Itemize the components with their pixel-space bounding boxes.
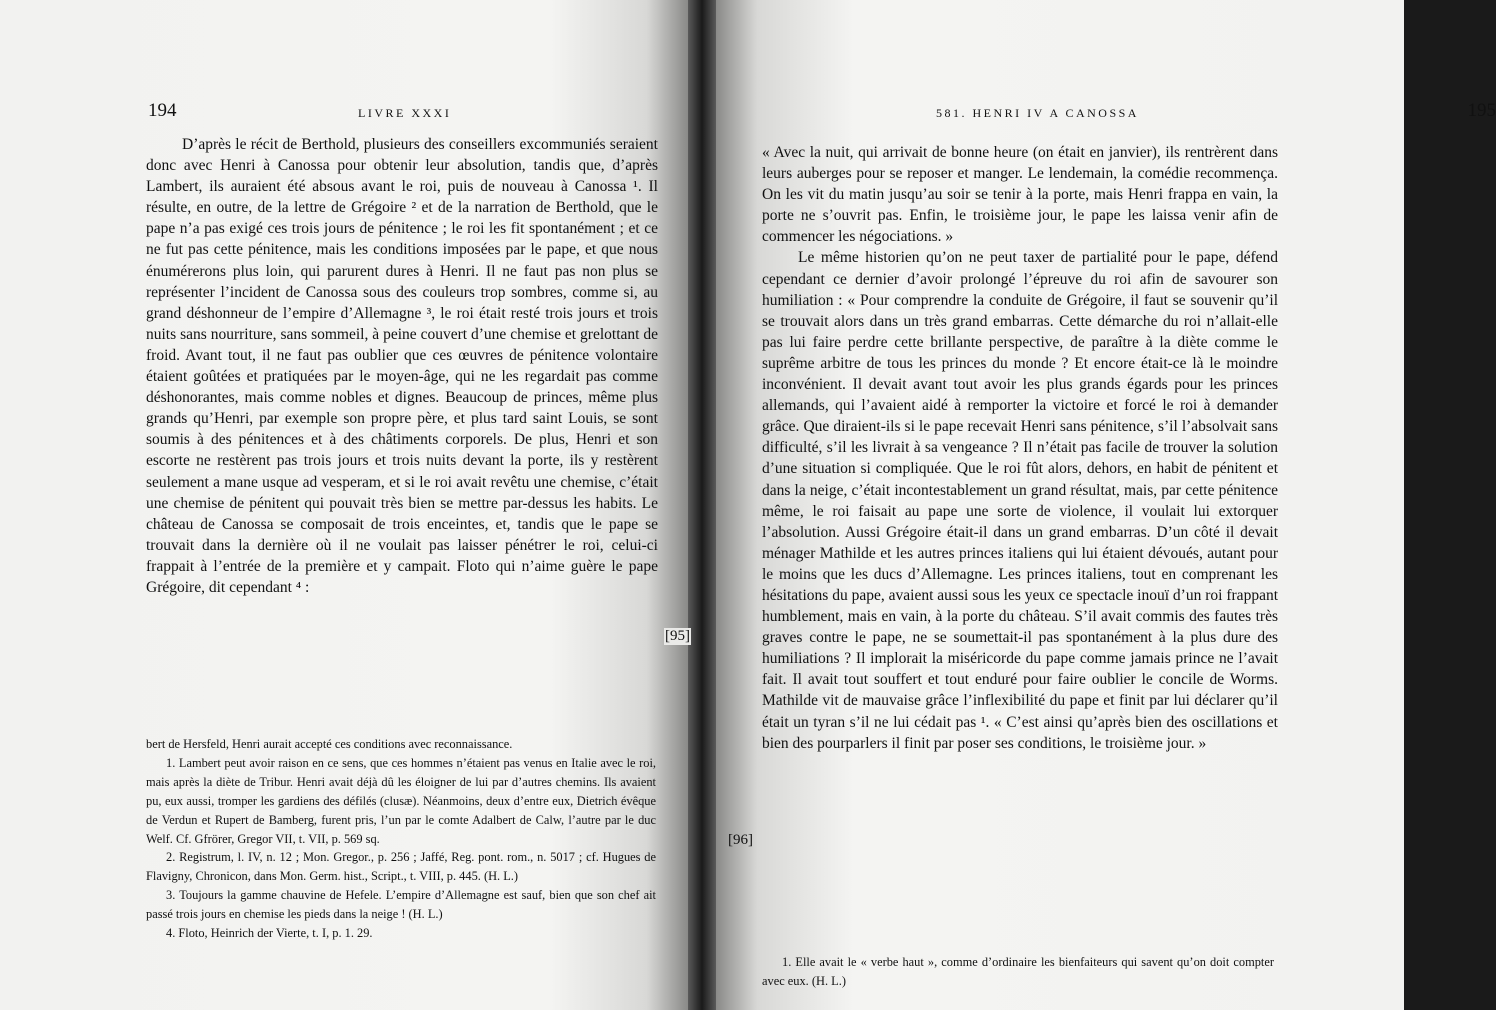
paragraph: Le même historien qu’on ne peut taxer de partialité pour le pape, défend cependant ce dernier d’avoir prolongé l’épreuve du roi afin de savourer son humiliation : « Pour comprendre la conduite de Grégoire, il faut se souvenir qu’il se trouvait alors dans un très grand embarras. Cette démarche du roi n’allait-elle pas lui faire perdre cette brillante perspective, de paraître à la diète comme le suprême arbitre de tous les princes du monde ? Et encore était-ce là le moindre inconvénient. Il devait avant tout avoir les plus grands égards pour les princes allemands, qui l’avaient aidé à remporter la victoire et forcé le roi à demander grâce. Que diraient-ils si le pape recevait Henri sans pénitence, s’il l’absolvait sans difficulté, s’il les livrait à sa vengeance ? Il n’était pas facile de trouver la solution d’une situation si compliquée. Que le roi fût alors, dehors, en habit de pénitent et dans la neige, c’était incontestablement un grand résultat, mais, par cette pénitence même, le roi faisait au pape une sorte de violence, il voulait lui extorquer l’absolution. Aussi Grégoire était-il dans un grand embarras. D’un côté il devait ménager Mathilde et les autres princes italiens qui lui étaient dévoués, autant pour le moins que les ducs d’Allemagne. Les princes italiens, tout en comprenant les hésitations du pape, avaient aussi sous les yeux ce spectacle inouï d’un roi frappant humblement, mais en vain, à la porte du château. S’il avait commis des fautes très graves contre le pape, ne se soumettait-il pas spontanément à la plus dure des humiliations ? Il implorait la miséricorde du pape comme jamais prince ne l’avait fait. Il avait tout souffert et tout enduré pour faire oublier le concile de Worms. Mathilde vit de mauvaise grâce l’inflexibilité du pape et finit par lui déclarer qu’il était un tyran s’il ne lui cédait pas ¹. « C’est ainsi qu’après bien des oscillations et bien des pourparlers il finit par poser ses conditions, le troisième jour. » xyxy=(762,249,1278,752)
running-title: 581. HENRI IV A CANOSSA xyxy=(936,106,1139,120)
right-page-header xyxy=(936,100,1496,130)
right-body-text xyxy=(762,142,1278,754)
footnote: 1. Elle avait le « verbe haut », comme d’ordinaire les bienfaiteurs qui savent qu’on doit compter avec eux. (H. L.) xyxy=(762,955,1274,988)
footnote: 2. Registrum, l. IV, n. 12 ; Mon. Gregor., p. 256 ; Jaffé, Reg. pont. rom., n. 5017 ; cf. Hugues de Flavigny, Chronicon, dans Mon. Germ. hist., Script., t. VIII, p. 445. (H. L.) xyxy=(146,850,656,884)
book-gutter xyxy=(688,0,716,1010)
right-page xyxy=(716,0,1496,1010)
page-number: 194 xyxy=(148,100,177,121)
right-footnotes xyxy=(762,953,1274,991)
running-title: LIVRE XXXI xyxy=(358,106,452,120)
left-page xyxy=(0,0,688,1010)
page-number: 195 xyxy=(1467,100,1496,121)
margin-page-marker: [96] xyxy=(728,832,753,848)
footnote-continuation: bert de Hersfeld, Henri aurait accepté ces conditions avec reconnaissance. xyxy=(146,737,513,751)
footnote: 3. Toujours la gamme chauvine de Hefele. L’empire d’Allemagne est sauf, bien que son chef ait passé trois jours en chemise les pieds dans la neige ! (H. L.) xyxy=(146,888,656,922)
left-footnotes xyxy=(146,735,656,943)
left-page-header xyxy=(148,100,668,130)
paragraph: D’après le récit de Berthold, plusieurs des conseillers excommuniés seraient donc avec Henri à Canossa pour obtenir leur absolution, tandis que, d’après Lambert, ils auraient été absous avant le roi, puis de nouveau à Canossa ¹. Il résulte, en outre, de la lettre de Grégoire ² et de la narration de Berthold, que le pape n’a pas exigé ces trois jours de pénitence ; le roi les fit spontanément ; et ce ne fut pas cette pénitence, mais les conditions imposées par le pape, et que nous énumérerons plus loin, qui parurent dures à Henri. Il ne faut pas non plus se représenter l’incident de Canossa sous des couleurs trop sombres, comme si, au grand déshonneur de l’empire d’Allemagne ³, le roi était resté trois jours et trois nuits sans nourriture, sans sommeil, à peine couvert d’une chemise et grelottant de froid. Avant tout, il ne faut pas oublier que ces œuvres de pénitence volontaire étaient goûtées et pratiquées par le moyen-âge, qui ne les regardait pas comme déshonorantes, mais comme nobles et dignes. Beaucoup de princes, même plus grands qu’Henri, par exemple son propre père, et plus tard saint Louis, se sont soumis à des pénitences et à des châtiments corporels. De plus, Henri et son escorte ne restèrent pas trois jours et trois nuits devant la porte, ils y restèrent seulement a mane usque ad vesperam, et si le roi avait revêtu une chemise, c’était une chemise de pénitent qui pouvait très bien se mettre par-dessus les habits. Le château de Canossa se composait de trois enceintes, et, tandis que le pape se trouvait dans la dernière où il ne voulait pas laisser pénétrer le roi, celui-ci frappait à l’entrée de la première et y campait. Floto qui n’aime guère le pape Grégoire, dit cependant ⁴ : xyxy=(146,136,658,596)
paragraph: « Avec la nuit, qui arrivait de bonne heure (on était en janvier), ils rentrèrent dans leurs auberges pour se reposer et manger. Le lendemain, la comédie recommença. On les vit du matin jusqu’au soir se tenir à la porte, mais Henri frappa en vain, la porte ne s’ouvrit pas. Enfin, le troisième jour, le pape les laissa venir afin de commencer les négociations. » xyxy=(762,144,1278,246)
footnote: 4. Floto, Heinrich der Vierte, t. I, p. 1. 29. xyxy=(166,926,373,941)
margin-page-marker: [95] xyxy=(665,628,690,644)
footnote: 1. Lambert peut avoir raison en ce sens, que ces hommes n’étaient pas venus en Italie avec le roi, mais après la diète de Tribur. Henri avait déjà dû les éloigner de lui par d’autres chemins. Ils avaient pu, eux aussi, tromper les gardiens des défilés (clusæ). Néanmoins, deux d’entre eux, Dietrich évêque de Verdun et Rupert de Bamberg, furent pris, l’un par le comte Adalbert de Calw, l’autre par le duc Welf. Cf. Gfrörer, Gregor VII, t. VII, p. 569 sq. xyxy=(146,755,656,846)
left-body-text xyxy=(146,134,658,598)
